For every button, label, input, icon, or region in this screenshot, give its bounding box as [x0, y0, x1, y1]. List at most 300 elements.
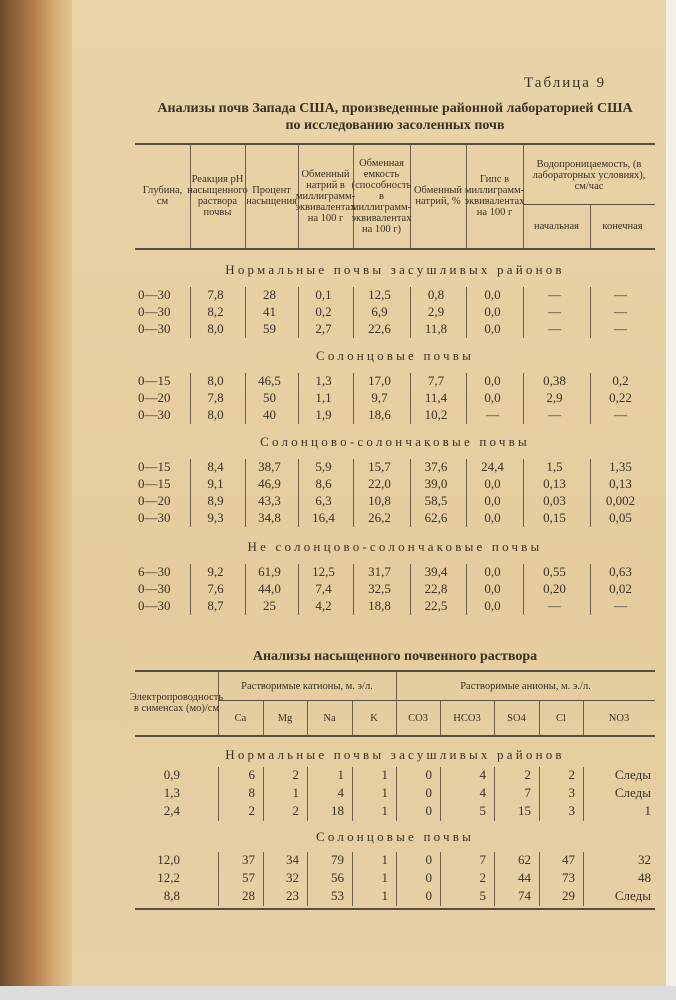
column-divider [583, 701, 584, 735]
table-row [135, 304, 655, 320]
table-cell: 37,6 [424, 459, 448, 474]
column-divider [466, 564, 467, 581]
column-divider [218, 870, 219, 888]
column-divider [410, 459, 411, 476]
table-cell: 0—30 [138, 287, 171, 302]
table-cell: 1 [381, 852, 388, 867]
table-cell: 7,4 [315, 581, 332, 596]
column-divider [523, 476, 524, 493]
table-row [135, 321, 655, 337]
table-cell: 8,2 [207, 304, 224, 319]
column-divider [466, 459, 467, 476]
column-divider [298, 304, 299, 321]
column-divider [494, 852, 495, 870]
column-divider [494, 803, 495, 821]
solution-table-title: Анализы насыщенного почвенного раствора [252, 649, 538, 664]
table-cell: 0,0 [484, 373, 501, 388]
column-header: Обменный натрий, % [413, 185, 463, 207]
table-cell: — [614, 598, 627, 613]
table-cell: 24,4 [481, 459, 504, 474]
column-divider [245, 493, 246, 510]
column-divider [190, 581, 191, 598]
column-divider [523, 407, 524, 424]
table-cell: 43,3 [258, 493, 281, 508]
header-bottom-rule [135, 735, 655, 737]
table-cell: 0—30 [138, 581, 171, 596]
column-divider [590, 459, 591, 476]
table-cell: 39,0 [424, 476, 448, 491]
table-cell: 12,5 [312, 564, 335, 579]
table-cell: 37 [242, 852, 255, 867]
column-divider [298, 287, 299, 304]
table-cell: 9,2 [207, 564, 224, 579]
table-cell: 0 [425, 888, 432, 903]
column-divider [298, 581, 299, 598]
section-title: Солонцово-солончаковые почвы [260, 434, 530, 449]
table-cell: — [548, 287, 561, 302]
table-row [135, 476, 655, 492]
column-divider [396, 672, 397, 735]
table-cell: 1 [337, 767, 344, 782]
table-cell: 0,2 [315, 304, 332, 319]
table-cell: 3 [568, 803, 575, 818]
column-divider [353, 493, 354, 510]
column-divider [396, 852, 397, 870]
column-divider [245, 407, 246, 424]
table-cell: 2 [248, 803, 255, 818]
column-divider [263, 852, 264, 870]
column-header: Обменная емкость (способность в миллиграмм-эквивалентах на 100 г) [351, 157, 412, 235]
column-divider [307, 852, 308, 870]
table-cell: 0—15 [138, 459, 171, 474]
table-cell: 0,2 [612, 373, 629, 388]
table-cell: 0,0 [484, 510, 501, 525]
column-divider [466, 304, 467, 321]
column-divider [352, 888, 353, 906]
table-number: Таблица 9 [524, 75, 607, 91]
column-divider [523, 564, 524, 581]
column-divider [539, 870, 540, 888]
table-cell: 0—15 [138, 476, 171, 491]
scan-bottom-edge [0, 986, 676, 1000]
column-header: Na [323, 712, 336, 724]
table-cell: 0,13 [609, 476, 632, 491]
table-cell: 0 [425, 852, 432, 867]
column-divider [396, 870, 397, 888]
table-cell: 0,15 [543, 510, 566, 525]
table-cell: 1,5 [546, 459, 563, 474]
column-divider [307, 701, 308, 735]
table-cell: 7 [479, 852, 486, 867]
section-title: Нормальные почвы засушливых районов [225, 262, 565, 277]
section-title: Солонцовые почвы [315, 348, 475, 363]
column-divider [440, 852, 441, 870]
table-cell: 2,9 [427, 304, 445, 319]
column-divider [190, 476, 191, 493]
table-cell: 0—30 [138, 510, 171, 525]
column-divider [410, 476, 411, 493]
column-divider [298, 373, 299, 390]
table-title-line1: Анализы почв Запада США, произведенные районной лабораторией США [157, 101, 633, 116]
column-divider [410, 510, 411, 527]
table-cell: 0—15 [138, 373, 171, 388]
table-cell: 5 [479, 803, 486, 818]
column-divider [523, 390, 524, 407]
column-divider [263, 803, 264, 821]
column-divider [466, 581, 467, 598]
table-cell: 0 [425, 870, 432, 885]
table-row [135, 459, 655, 475]
column-divider [410, 598, 411, 615]
table-cell: 2 [292, 803, 299, 818]
table-cell: 0,0 [484, 287, 501, 302]
table-cell: 23 [286, 888, 299, 903]
column-divider [410, 373, 411, 390]
column-divider [494, 870, 495, 888]
table-cell: 2 [479, 870, 486, 885]
column-divider [190, 493, 191, 510]
column-divider [440, 803, 441, 821]
column-header: HCO3 [453, 712, 481, 724]
column-header: Гипс в миллиграмм-эквивалентах на 100 г [464, 174, 525, 218]
table-cell: 0—20 [138, 493, 171, 508]
table-cell: 18 [331, 803, 344, 818]
column-divider [396, 888, 397, 906]
table-cell: 2 [568, 767, 575, 782]
table-row [135, 581, 655, 597]
table-cell: 8 [248, 785, 255, 800]
column-divider [352, 870, 353, 888]
column-divider [583, 785, 584, 803]
table-cell: 0,0 [484, 598, 501, 613]
table-cell: 10,2 [424, 407, 448, 422]
column-divider [466, 390, 467, 407]
table-cell: 0,1 [315, 287, 332, 302]
table-cell: 0,38 [543, 373, 566, 388]
column-divider [245, 564, 246, 581]
table-cell: 1 [381, 785, 388, 800]
table-cell: 25 [263, 598, 276, 613]
column-divider [352, 803, 353, 821]
column-header: Глубина, см [142, 185, 183, 207]
table-cell: 1,3 [163, 785, 180, 800]
column-divider [245, 459, 246, 476]
table-cell: — [486, 407, 499, 422]
table-cell: 0,22 [609, 390, 632, 405]
section-title: Нормальные почвы засушливых районов [225, 747, 565, 762]
table-cell: 0,20 [543, 581, 566, 596]
table-cell: 58,5 [424, 493, 448, 508]
table-cell: 7,6 [207, 581, 224, 596]
table-cell: 12,2 [157, 870, 180, 885]
table-row [135, 870, 655, 886]
column-divider [523, 581, 524, 598]
column-divider [353, 598, 354, 615]
column-divider [353, 564, 354, 581]
table-row [135, 598, 655, 614]
table-cell: 3 [568, 785, 575, 800]
column-divider [218, 767, 219, 785]
table-cell: 0—30 [138, 407, 171, 422]
table-top-rule [135, 670, 655, 672]
column-divider [523, 459, 524, 476]
table-cell: 8,7 [207, 598, 224, 613]
column-divider [410, 564, 411, 581]
column-divider [307, 870, 308, 888]
table-cell: 0 [425, 767, 432, 782]
header-bottom-rule [135, 248, 655, 250]
column-divider [396, 767, 397, 785]
column-divider [539, 767, 540, 785]
table-cell: 0,0 [484, 564, 501, 579]
table-cell: 46,9 [258, 476, 281, 491]
column-divider [245, 390, 246, 407]
table-cell: — [614, 321, 627, 336]
column-divider [410, 304, 411, 321]
table-cell: 34 [286, 852, 299, 867]
table-cell: 4 [479, 785, 486, 800]
table-cell: 2,4 [163, 803, 180, 818]
subheader-rule [523, 204, 655, 205]
table-cell: 48 [638, 870, 651, 885]
table-cell: 18,8 [368, 598, 391, 613]
column-header: K [370, 712, 378, 724]
table-cell: 26,2 [368, 510, 391, 525]
column-divider [466, 598, 467, 615]
table-title-line2: по исследованию засоленных почв [285, 118, 505, 133]
table-cell: 8,8 [163, 888, 180, 903]
column-divider [353, 373, 354, 390]
column-divider [523, 321, 524, 338]
table-cell: — [614, 304, 627, 319]
table-cell: 0—30 [138, 304, 171, 319]
table-row [135, 287, 655, 303]
column-divider [539, 803, 540, 821]
column-divider [523, 510, 524, 527]
column-divider [396, 785, 397, 803]
table-cell: 1 [381, 870, 388, 885]
column-divider [440, 785, 441, 803]
table-cell: 1 [381, 888, 388, 903]
column-divider [218, 852, 219, 870]
column-header: Cl [556, 712, 566, 724]
column-header: Водопроницаемость, (в лабораторных условиях), см/час [532, 158, 646, 192]
column-divider [307, 803, 308, 821]
table-cell: 11,8 [424, 321, 448, 336]
column-divider [298, 598, 299, 615]
table-cell: Следы [614, 888, 651, 903]
table-cell: 7,8 [207, 390, 224, 405]
column-divider [523, 493, 524, 510]
column-divider [263, 888, 264, 906]
table-cell: 41 [263, 304, 276, 319]
table-cell: 40 [263, 407, 276, 422]
table-cell: 7 [524, 785, 531, 800]
column-divider [190, 510, 191, 527]
column-header-anions: Растворимые анионы, м. э./л. [460, 680, 591, 692]
column-divider [245, 304, 246, 321]
table-cell: 50 [263, 390, 276, 405]
table-cell: — [548, 598, 561, 613]
column-divider [466, 287, 467, 304]
column-divider [583, 870, 584, 888]
subheader-final: конечная [602, 220, 643, 232]
table-cell: 29 [562, 888, 575, 903]
table-cell: 0,8 [427, 287, 445, 302]
column-divider [218, 785, 219, 803]
table-cell: 0,02 [609, 581, 632, 596]
table-row [135, 852, 655, 868]
table-cell: 73 [562, 870, 575, 885]
table-cell: 12,0 [157, 852, 180, 867]
column-divider [298, 476, 299, 493]
column-divider [190, 459, 191, 476]
table-cell: 32 [638, 852, 651, 867]
column-divider [440, 870, 441, 888]
column-divider [410, 407, 411, 424]
table-cell: 2 [524, 767, 531, 782]
column-divider [440, 767, 441, 785]
table-cell: 59 [263, 321, 276, 336]
column-divider [298, 510, 299, 527]
column-header: Обменный натрий в миллиграмм-эквивалентах на 100 г [295, 168, 356, 224]
column-divider [410, 287, 411, 304]
subheader-rule [218, 700, 655, 701]
column-divider [298, 321, 299, 338]
table-cell: 79 [331, 852, 344, 867]
column-divider [352, 785, 353, 803]
table-cell: 0,0 [484, 476, 501, 491]
table-cell: 7,8 [207, 287, 224, 302]
column-divider [353, 321, 354, 338]
column-header: SO4 [507, 712, 526, 724]
table-cell: 46,5 [258, 373, 281, 388]
column-divider [263, 870, 264, 888]
column-divider [523, 373, 524, 390]
table-cell: 8,4 [207, 459, 224, 474]
table-cell: 53 [331, 888, 344, 903]
column-divider [245, 510, 246, 527]
table-cell: 1,9 [315, 407, 332, 422]
column-divider [353, 287, 354, 304]
column-divider [494, 701, 495, 735]
column-divider [190, 304, 191, 321]
table-cell: 6—30 [138, 564, 171, 579]
column-divider [298, 390, 299, 407]
table-cell: 1 [381, 767, 388, 782]
table-top-rule [135, 143, 655, 145]
table-cell: 4,2 [315, 598, 332, 613]
table-cell: 0 [425, 803, 432, 818]
column-divider [590, 493, 591, 510]
table-cell: 1 [292, 785, 299, 800]
table-cell: 11,4 [424, 390, 448, 405]
column-divider [190, 321, 191, 338]
table-cell: 2 [292, 767, 299, 782]
table-cell: 44 [518, 870, 531, 885]
column-divider [307, 888, 308, 906]
column-divider [590, 390, 591, 407]
column-header-conductivity: Электропроводность в сименсах (мо)/см [129, 692, 224, 714]
table-cell: 57 [242, 870, 255, 885]
table-cell: 22,5 [424, 598, 448, 613]
table-cell: 7,7 [427, 373, 445, 388]
table-bottom-rule [135, 908, 655, 910]
page-edge [666, 0, 676, 1000]
table-row [135, 493, 655, 509]
column-divider [353, 407, 354, 424]
table-cell: 4 [479, 767, 486, 782]
column-divider [539, 888, 540, 906]
column-divider [352, 767, 353, 785]
table-cell: 1 [644, 803, 651, 818]
column-divider [410, 581, 411, 598]
column-divider [590, 205, 591, 248]
column-divider [353, 581, 354, 598]
column-divider [190, 390, 191, 407]
table-cell: 74 [518, 888, 531, 903]
table-cell: 22,6 [368, 321, 391, 336]
table-cell: 6,3 [315, 493, 332, 508]
column-divider [440, 888, 441, 906]
table-cell: — [548, 407, 561, 422]
column-divider [494, 767, 495, 785]
table-cell: 39,4 [424, 564, 448, 579]
table-row [135, 390, 655, 406]
table-cell: — [614, 287, 627, 302]
table-cell: 18,6 [368, 407, 391, 422]
table-cell: 0,002 [605, 493, 636, 508]
section-title: Солонцовые почвы [315, 829, 475, 844]
column-header: NO3 [608, 712, 630, 724]
column-divider [245, 476, 246, 493]
column-divider [190, 407, 191, 424]
book-binding [0, 0, 72, 1000]
column-divider [466, 321, 467, 338]
column-header: CO3 [408, 712, 428, 724]
table-cell: 5 [479, 888, 486, 903]
column-divider [353, 390, 354, 407]
column-header: Процент насыщения [246, 185, 297, 207]
column-divider [590, 321, 591, 338]
column-divider [245, 581, 246, 598]
column-divider [410, 390, 411, 407]
table-cell: 6 [248, 767, 255, 782]
table-cell: 0,05 [609, 510, 632, 525]
column-divider [440, 701, 441, 735]
column-divider [583, 852, 584, 870]
table-cell: 12,5 [368, 287, 391, 302]
column-divider [263, 785, 264, 803]
table-cell: 15 [518, 803, 531, 818]
column-divider [539, 852, 540, 870]
column-divider [523, 598, 524, 615]
column-divider [218, 803, 219, 821]
column-divider [353, 476, 354, 493]
table-row [135, 767, 655, 783]
table-row [135, 564, 655, 580]
table-cell: 0,0 [484, 493, 501, 508]
column-divider [298, 493, 299, 510]
table-cell: 6,9 [371, 304, 388, 319]
column-divider [590, 476, 591, 493]
table-cell: 9,7 [371, 390, 388, 405]
table-cell: 0—30 [138, 598, 171, 613]
table-cell: 62,6 [424, 510, 448, 525]
table-cell: — [614, 407, 627, 422]
column-divider [298, 407, 299, 424]
column-divider [245, 321, 246, 338]
